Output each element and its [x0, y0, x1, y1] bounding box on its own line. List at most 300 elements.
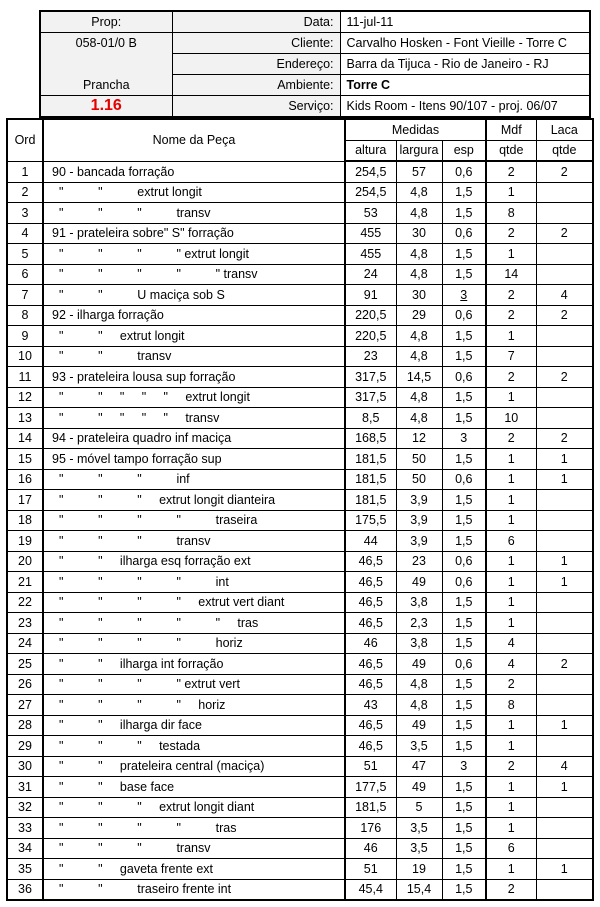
row-mdf-qtde: 7 — [486, 346, 536, 367]
row-laca-qtde — [536, 736, 593, 757]
row-laca-qtde: 2 — [536, 367, 593, 388]
row-esp: 1,5 — [442, 510, 486, 531]
row-largura: 29 — [396, 305, 442, 326]
row-mdf-qtde: 8 — [486, 203, 536, 224]
row-esp: 1,5 — [442, 797, 486, 818]
row-laca-qtde: 4 — [536, 756, 593, 777]
row-altura: 46,5 — [345, 736, 396, 757]
row-mdf-qtde: 1 — [486, 449, 536, 470]
row-name: " " U maciça sob S — [43, 285, 345, 306]
row-ord: 14 — [7, 428, 43, 449]
row-ord: 32 — [7, 797, 43, 818]
row-esp: 0,6 — [442, 551, 486, 572]
row-altura: 455 — [345, 223, 396, 244]
row-mdf-qtde: 1 — [486, 469, 536, 490]
row-esp: 1,5 — [442, 182, 486, 203]
prancha-number: 1.16 — [40, 96, 172, 118]
row-esp: 1,5 — [442, 408, 486, 429]
row-largura: 4,8 — [396, 264, 442, 285]
row-esp: 1,5 — [442, 736, 486, 757]
row-laca-qtde: 1 — [536, 777, 593, 798]
row-mdf-qtde: 4 — [486, 633, 536, 654]
row-laca-qtde — [536, 408, 593, 429]
row-name: " " " " " extrut longit — [43, 387, 345, 408]
row-ord: 36 — [7, 879, 43, 900]
row-largura: 3,9 — [396, 531, 442, 552]
row-ord: 3 — [7, 203, 43, 224]
row-esp: 1,5 — [442, 674, 486, 695]
row-name: " " ilharga esq forração ext — [43, 551, 345, 572]
row-mdf-qtde: 2 — [486, 756, 536, 777]
table-row — [7, 305, 593, 326]
row-name: " " " transv — [43, 531, 345, 552]
row-ord: 25 — [7, 654, 43, 675]
row-esp: 1,5 — [442, 695, 486, 716]
address-value: Barra da Tijuca - Rio de Janeiro - RJ — [340, 54, 590, 75]
row-altura: 181,5 — [345, 490, 396, 511]
row-altura: 51 — [345, 859, 396, 880]
date-label: Data: — [172, 11, 340, 33]
table-row — [7, 551, 593, 572]
row-altura: 168,5 — [345, 428, 396, 449]
row-laca-qtde: 4 — [536, 285, 593, 306]
items-table-body — [7, 161, 593, 900]
row-esp: 1,5 — [442, 818, 486, 839]
row-mdf-qtde: 1 — [486, 572, 536, 593]
row-largura: 3,9 — [396, 510, 442, 531]
row-ord: 10 — [7, 346, 43, 367]
row-ord: 17 — [7, 490, 43, 511]
row-ord: 23 — [7, 613, 43, 634]
row-altura: 46,5 — [345, 715, 396, 736]
row-mdf-qtde: 14 — [486, 264, 536, 285]
row-esp: 1,5 — [442, 531, 486, 552]
row-ord: 19 — [7, 531, 43, 552]
row-ord: 24 — [7, 633, 43, 654]
row-laca-qtde — [536, 531, 593, 552]
row-esp: 1,5 — [442, 633, 486, 654]
row-ord: 20 — [7, 551, 43, 572]
row-largura: 19 — [396, 859, 442, 880]
row-name: " " " " extrut vert diant — [43, 592, 345, 613]
row-mdf-qtde: 2 — [486, 285, 536, 306]
row-name: " " " extrut longit dianteira — [43, 490, 345, 511]
date-value: 11-jul-11 — [340, 11, 590, 33]
row-name: " " base face — [43, 777, 345, 798]
row-largura: 30 — [396, 285, 442, 306]
table-row — [7, 674, 593, 695]
row-name: " " " extrut longit diant — [43, 797, 345, 818]
row-esp: 0,6 — [442, 305, 486, 326]
row-largura: 5 — [396, 797, 442, 818]
row-mdf-qtde: 2 — [486, 305, 536, 326]
row-largura: 50 — [396, 449, 442, 470]
row-esp: 1,5 — [442, 346, 486, 367]
table-row — [7, 469, 593, 490]
table-row — [7, 346, 593, 367]
row-ord: 29 — [7, 736, 43, 757]
col-header-mdf: Mdf — [486, 119, 536, 140]
table-row — [7, 387, 593, 408]
row-ord: 15 — [7, 449, 43, 470]
row-ord: 9 — [7, 326, 43, 347]
col-header-largura: largura — [396, 140, 442, 161]
row-largura: 49 — [396, 654, 442, 675]
row-name: 95 - móvel tampo forração sup — [43, 449, 345, 470]
row-laca-qtde — [536, 264, 593, 285]
table-row — [7, 777, 593, 798]
row-mdf-qtde: 1 — [486, 613, 536, 634]
row-mdf-qtde: 2 — [486, 674, 536, 695]
row-largura: 15,4 — [396, 879, 442, 900]
row-esp: 1,5 — [442, 490, 486, 511]
row-largura: 4,8 — [396, 182, 442, 203]
row-mdf-qtde: 1 — [486, 182, 536, 203]
row-laca-qtde — [536, 346, 593, 367]
table-row — [7, 715, 593, 736]
row-laca-qtde: 2 — [536, 428, 593, 449]
row-laca-qtde: 1 — [536, 469, 593, 490]
prop-code: 058-01/0 B — [40, 33, 172, 54]
table-row — [7, 161, 593, 182]
row-name: 92 - ilharga forração — [43, 305, 345, 326]
table-row — [7, 264, 593, 285]
row-mdf-qtde: 1 — [486, 490, 536, 511]
row-largura: 3,5 — [396, 736, 442, 757]
table-row — [7, 285, 593, 306]
row-largura: 49 — [396, 777, 442, 798]
row-esp: 0,6 — [442, 161, 486, 182]
row-name: " " ilharga int forração — [43, 654, 345, 675]
prancha-label: Prancha — [40, 75, 172, 96]
row-name: " " " " traseira — [43, 510, 345, 531]
row-altura: 91 — [345, 285, 396, 306]
row-largura: 4,8 — [396, 695, 442, 716]
col-header-altura: altura — [345, 140, 396, 161]
row-ord: 12 — [7, 387, 43, 408]
row-largura: 30 — [396, 223, 442, 244]
row-altura: 46,5 — [345, 654, 396, 675]
row-name: " " extrut longit — [43, 326, 345, 347]
row-name: " " extrut longit — [43, 182, 345, 203]
row-altura: 220,5 — [345, 305, 396, 326]
row-altura: 46,5 — [345, 592, 396, 613]
row-largura: 3,5 — [396, 838, 442, 859]
row-altura: 220,5 — [345, 326, 396, 347]
row-name: 91 - prateleira sobre" S" forração — [43, 223, 345, 244]
row-ord: 18 — [7, 510, 43, 531]
row-esp: 0,6 — [442, 572, 486, 593]
row-ord: 13 — [7, 408, 43, 429]
row-esp: 0,6 — [442, 654, 486, 675]
table-row — [7, 449, 593, 470]
row-laca-qtde — [536, 633, 593, 654]
row-largura: 4,8 — [396, 203, 442, 224]
row-largura: 3,5 — [396, 818, 442, 839]
row-ord: 5 — [7, 244, 43, 265]
row-name: " " " " extrut longit — [43, 244, 345, 265]
row-ord: 33 — [7, 818, 43, 839]
row-ord: 6 — [7, 264, 43, 285]
row-largura: 49 — [396, 572, 442, 593]
col-header-mdf-qtde: qtde — [486, 140, 536, 161]
row-mdf-qtde: 2 — [486, 428, 536, 449]
row-altura: 181,5 — [345, 797, 396, 818]
row-laca-qtde — [536, 203, 593, 224]
table-row — [7, 367, 593, 388]
row-altura: 44 — [345, 531, 396, 552]
row-altura: 53 — [345, 203, 396, 224]
row-altura: 254,5 — [345, 182, 396, 203]
row-altura: 177,5 — [345, 777, 396, 798]
row-esp: 0,6 — [442, 367, 486, 388]
row-name: " " " " " transv — [43, 264, 345, 285]
row-ord: 16 — [7, 469, 43, 490]
row-mdf-qtde: 1 — [486, 777, 536, 798]
client-value: Carvalho Hosken - Font Vieille - Torre C — [340, 33, 590, 54]
table-row — [7, 592, 593, 613]
table-row — [7, 838, 593, 859]
row-laca-qtde — [536, 674, 593, 695]
table-row — [7, 859, 593, 880]
row-esp: 0,6 — [442, 223, 486, 244]
row-largura: 57 — [396, 161, 442, 182]
table-row — [7, 736, 593, 757]
row-altura: 46 — [345, 633, 396, 654]
address-label: Endereço: — [172, 54, 340, 75]
row-name: " " " " extrut vert — [43, 674, 345, 695]
row-mdf-qtde: 1 — [486, 510, 536, 531]
row-laca-qtde — [536, 613, 593, 634]
row-largura: 3,9 — [396, 490, 442, 511]
items-table — [6, 118, 594, 901]
service-value: Kids Room - Itens 90/107 - proj. 06/07 — [340, 96, 590, 118]
row-altura: 46 — [345, 838, 396, 859]
row-mdf-qtde: 1 — [486, 736, 536, 757]
table-row — [7, 818, 593, 839]
row-laca-qtde — [536, 879, 593, 900]
row-laca-qtde — [536, 387, 593, 408]
col-header-medidas: Medidas — [345, 119, 486, 140]
table-row — [7, 572, 593, 593]
row-esp: 1,5 — [442, 879, 486, 900]
row-altura: 175,5 — [345, 510, 396, 531]
row-esp: 3 — [442, 756, 486, 777]
row-largura: 4,8 — [396, 674, 442, 695]
table-row — [7, 490, 593, 511]
row-laca-qtde — [536, 592, 593, 613]
table-row — [7, 695, 593, 716]
row-altura: 181,5 — [345, 449, 396, 470]
row-esp: 1,5 — [442, 264, 486, 285]
table-row — [7, 633, 593, 654]
row-name: " " " " horiz — [43, 633, 345, 654]
row-mdf-qtde: 10 — [486, 408, 536, 429]
col-header-laca: Laca — [536, 119, 593, 140]
row-esp: 3 — [442, 428, 486, 449]
row-mdf-qtde: 1 — [486, 592, 536, 613]
row-esp: 1,5 — [442, 613, 486, 634]
row-laca-qtde — [536, 695, 593, 716]
row-name: " " " testada — [43, 736, 345, 757]
row-altura: 254,5 — [345, 161, 396, 182]
col-header-laca-qtde: qtde — [536, 140, 593, 161]
table-row — [7, 879, 593, 900]
row-altura: 46,5 — [345, 674, 396, 695]
row-name: " " " " horiz — [43, 695, 345, 716]
row-laca-qtde: 2 — [536, 161, 593, 182]
row-largura: 4,8 — [396, 326, 442, 347]
table-row — [7, 613, 593, 634]
row-largura: 2,3 — [396, 613, 442, 634]
row-altura: 317,5 — [345, 387, 396, 408]
row-name: " " prateleira central (maciça) — [43, 756, 345, 777]
row-altura: 46,5 — [345, 572, 396, 593]
row-mdf-qtde: 1 — [486, 326, 536, 347]
row-name: " " " " int — [43, 572, 345, 593]
row-laca-qtde: 2 — [536, 305, 593, 326]
row-altura: 23 — [345, 346, 396, 367]
row-mdf-qtde: 6 — [486, 531, 536, 552]
row-esp: 1,5 — [442, 838, 486, 859]
row-ord: 34 — [7, 838, 43, 859]
row-name: " " " " " transv — [43, 408, 345, 429]
row-altura: 317,5 — [345, 367, 396, 388]
table-row — [7, 531, 593, 552]
row-esp: 1,5 — [442, 449, 486, 470]
row-largura: 4,8 — [396, 244, 442, 265]
row-ord: 1 — [7, 161, 43, 182]
row-name: " " traseiro frente int — [43, 879, 345, 900]
row-mdf-qtde: 6 — [486, 838, 536, 859]
row-laca-qtde: 1 — [536, 551, 593, 572]
row-laca-qtde: 1 — [536, 449, 593, 470]
row-mdf-qtde: 1 — [486, 551, 536, 572]
row-name: 94 - prateleira quadro inf maciça — [43, 428, 345, 449]
row-laca-qtde — [536, 510, 593, 531]
row-ord: 31 — [7, 777, 43, 798]
row-largura: 23 — [396, 551, 442, 572]
row-largura: 50 — [396, 469, 442, 490]
row-ord: 7 — [7, 285, 43, 306]
table-row — [7, 756, 593, 777]
row-largura: 4,8 — [396, 387, 442, 408]
row-laca-qtde — [536, 797, 593, 818]
row-ord: 28 — [7, 715, 43, 736]
row-esp: 1,5 — [442, 387, 486, 408]
table-row — [7, 510, 593, 531]
row-esp: 0,6 — [442, 469, 486, 490]
row-altura: 176 — [345, 818, 396, 839]
prop-spacer — [40, 54, 172, 75]
row-ord: 8 — [7, 305, 43, 326]
row-ord: 35 — [7, 859, 43, 880]
row-ord: 2 — [7, 182, 43, 203]
row-largura: 47 — [396, 756, 442, 777]
row-altura: 45,4 — [345, 879, 396, 900]
row-name: " " gaveta frente ext — [43, 859, 345, 880]
row-laca-qtde — [536, 818, 593, 839]
table-row — [7, 326, 593, 347]
row-largura: 14,5 — [396, 367, 442, 388]
row-laca-qtde: 1 — [536, 572, 593, 593]
row-ord: 30 — [7, 756, 43, 777]
row-mdf-qtde: 1 — [486, 797, 536, 818]
row-esp: 1,5 — [442, 859, 486, 880]
row-altura: 43 — [345, 695, 396, 716]
row-ord: 26 — [7, 674, 43, 695]
row-mdf-qtde: 2 — [486, 367, 536, 388]
row-largura: 3,8 — [396, 592, 442, 613]
row-largura: 49 — [396, 715, 442, 736]
row-mdf-qtde: 2 — [486, 223, 536, 244]
row-name: " " " transv — [43, 203, 345, 224]
row-laca-qtde: 2 — [536, 223, 593, 244]
row-esp: 3 — [442, 285, 486, 306]
row-laca-qtde: 1 — [536, 859, 593, 880]
row-largura: 3,8 — [396, 633, 442, 654]
table-row — [7, 203, 593, 224]
row-esp: 1,5 — [442, 777, 486, 798]
row-ord: 21 — [7, 572, 43, 593]
row-name: 93 - prateleira lousa sup forração — [43, 367, 345, 388]
table-row — [7, 244, 593, 265]
header-block — [39, 10, 591, 118]
row-name: " " ilharga dir face — [43, 715, 345, 736]
row-name: " " " " " tras — [43, 613, 345, 634]
row-mdf-qtde: 2 — [486, 161, 536, 182]
col-header-esp: esp — [442, 140, 486, 161]
row-laca-qtde — [536, 838, 593, 859]
prop-label: Prop: — [40, 11, 172, 33]
row-laca-qtde: 1 — [536, 715, 593, 736]
row-altura: 181,5 — [345, 469, 396, 490]
row-mdf-qtde: 1 — [486, 818, 536, 839]
row-ord: 4 — [7, 223, 43, 244]
row-mdf-qtde: 1 — [486, 244, 536, 265]
row-largura: 12 — [396, 428, 442, 449]
row-largura: 4,8 — [396, 346, 442, 367]
row-altura: 8,5 — [345, 408, 396, 429]
table-row — [7, 182, 593, 203]
col-header-ord: Ord — [7, 119, 43, 161]
row-mdf-qtde: 1 — [486, 859, 536, 880]
row-altura: 24 — [345, 264, 396, 285]
row-name: " " " " tras — [43, 818, 345, 839]
row-mdf-qtde: 4 — [486, 654, 536, 675]
row-mdf-qtde: 8 — [486, 695, 536, 716]
row-altura: 46,5 — [345, 613, 396, 634]
row-ord: 11 — [7, 367, 43, 388]
row-laca-qtde: 2 — [536, 654, 593, 675]
row-mdf-qtde: 1 — [486, 715, 536, 736]
row-esp: 1,5 — [442, 592, 486, 613]
row-altura: 51 — [345, 756, 396, 777]
row-altura: 46,5 — [345, 551, 396, 572]
row-esp: 1,5 — [442, 326, 486, 347]
client-label: Cliente: — [172, 33, 340, 54]
table-row — [7, 654, 593, 675]
table-row — [7, 428, 593, 449]
row-ord: 27 — [7, 695, 43, 716]
row-laca-qtde — [536, 182, 593, 203]
row-ord: 22 — [7, 592, 43, 613]
row-esp: 1,5 — [442, 203, 486, 224]
row-esp: 1,5 — [442, 244, 486, 265]
row-name: " " " transv — [43, 838, 345, 859]
row-esp: 1,5 — [442, 715, 486, 736]
row-mdf-qtde: 2 — [486, 879, 536, 900]
